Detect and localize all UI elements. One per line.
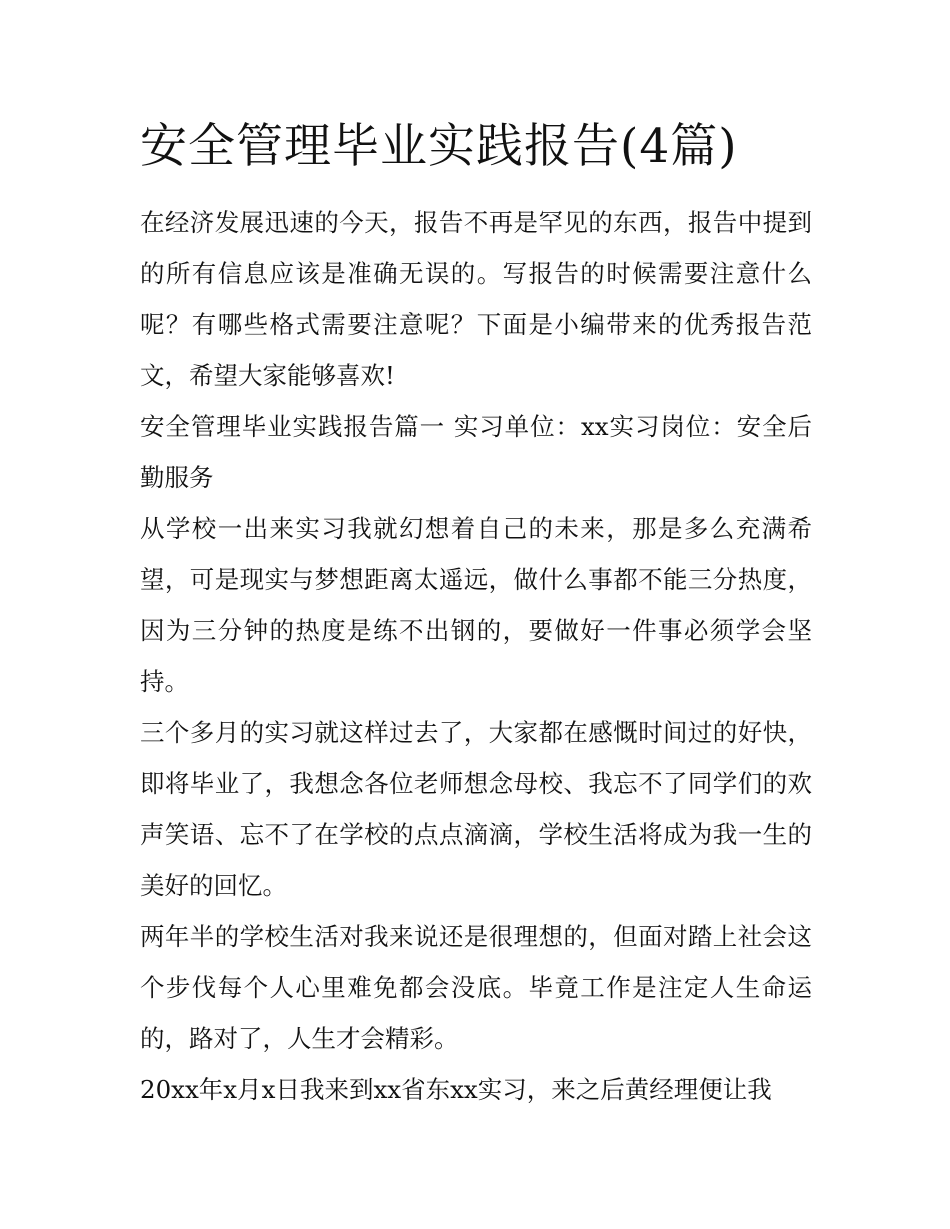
body-paragraph: 两年半的学校生活对我来说还是很理想的，但面对踏上社会这个步伐每个人心里难免都会没底。毕竟工作是注定人生命运的，路对了，人生才会精彩。 <box>140 922 812 1053</box>
document-title: 安全管理毕业实践报告(4篇) <box>140 119 738 174</box>
body-paragraph: 20xx年x月x日我来到xx省东xx实习，来之后黄经理便让我 <box>140 1075 772 1104</box>
intro-paragraph: 在经济发展迅速的今天，报告不再是罕见的东西，报告中提到的所有信息应该是准确无误的。写报告的时候需要注意什么呢？有哪些格式需要注意呢？下面是小编带来的优秀报告范文，希望大家能够喜欢! <box>140 208 812 390</box>
body-paragraph: 三个多月的实习就这样过去了，大家都在感慨时间过的好快，即将毕业了，我想念各位老师想念母校、我忘不了同学们的欢声笑语、忘不了在学校的点点滴滴，学校生活将成为我一生的美好的回忆。 <box>140 718 812 900</box>
section-heading-paragraph: 安全管理毕业实践报告篇一 实习单位：xx实习岗位：安全后勤服务 <box>140 412 812 492</box>
body-paragraph: 从学校一出来实习我就幻想着自己的未来，那是多么充满希望，可是现实与梦想距离太遥远，做什么事都不能三分热度，因为三分钟的热度是练不出钢的，要做好一件事必须学会坚持。 <box>140 514 812 696</box>
document-body <box>140 197 812 1115</box>
